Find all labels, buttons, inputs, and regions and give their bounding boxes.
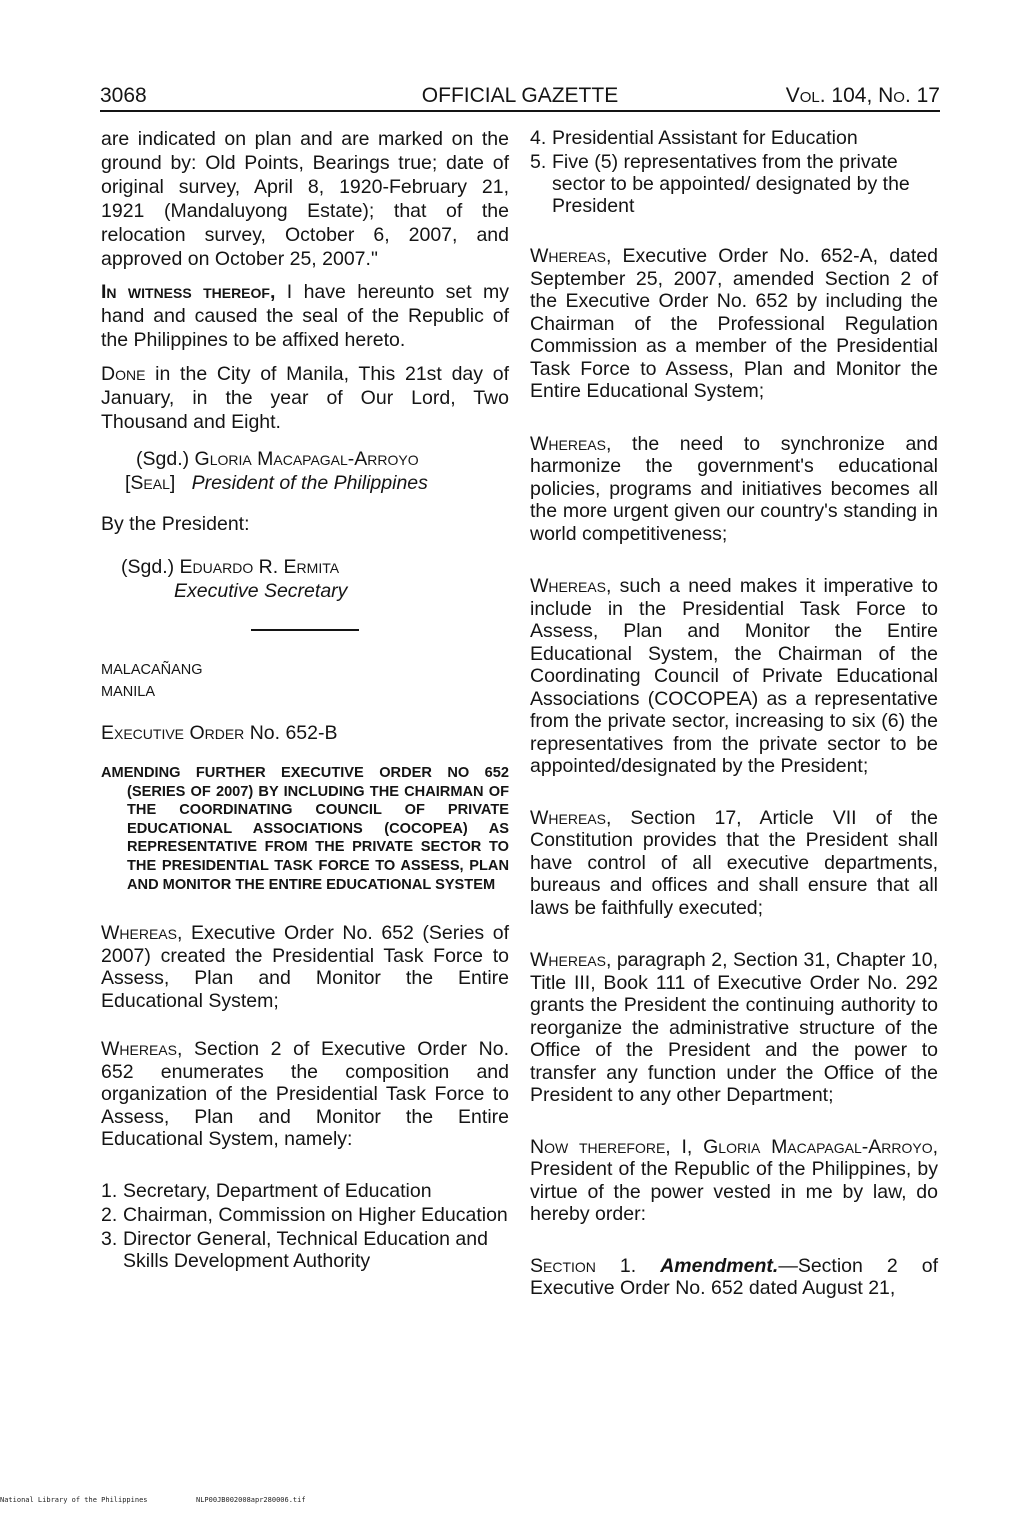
task-force-list [101,1180,509,1272]
witness-paragraph: In witness thereof, I have hereunto set my hand and caused the seal of the Republic of the Philippines to be affixed hereto. [101,281,510,351]
manila-heading: MANILA [101,684,155,700]
list-item: 4. Presidential Assistant for Education [530,127,858,149]
list-item: 1. Secretary, Department of Education [101,1179,432,1202]
section-1-paragraph: Section 1. Amendment.—Section 2 of Executive Order No. 652 dated August 21, [530,1254,939,1299]
executive-order-heading: Executive Order No. 652-B [101,722,338,744]
whereas-1: Whereas, Executive Order No. 652 (Series of 2007) created the Presidential Task Force to Assess, Plan and Monitor the Entire Educational System; [101,922,509,1012]
by-the-president: By the President: [101,513,250,535]
whereas-4: Whereas, the need to synchronize and harmonize the government's educational policies, programs and initiatives becomes all the more urgent given our country's standing in world competitiveness; [530,432,938,545]
file-label: NLP00JB002008apr280006.tif [196,1496,306,1504]
survey-paragraph: are indicated on plan and are marked on the ground by: Old Points, Bearings true; date of original survey, April 8, 1920-February 21, 1921 (Mandaluyong Estate); that of the relocation survey, October 6, 2007, and approved on October 25, 2007." [101,128,509,270]
scan-footer [0,1496,306,1520]
secretary-title: Executive Secretary [174,580,348,602]
malacanang-heading: MALACAÑANG [101,662,203,678]
library-label: National Library of the Philippines [0,1496,148,1504]
header-rule [100,110,940,112]
whereas-6: Whereas, Section 17, Article VII of the Constitution provides that the President shall have control of all executive departments, bureaus and offices and shall ensure that all laws be faithfully executed; [530,806,938,919]
secretary-signature: (Sgd.) Eduardo R. Ermita Executive Secretary [121,556,348,602]
president-signature: (Sgd.) Gloria Macapagal-Arroyo [Seal] President of the Philippines [125,448,428,494]
whereas-7: Whereas, paragraph 2, Section 31, Chapter 10, Title III, Book 111 of Executive Order No. 292 grants the President the continuing authority to reorganize the administrative structure of the Office of the President and the power to transfer any function under the Office of the President to any other Department; [530,949,938,1106]
left-column [101,127,509,1274]
secretary-name: Eduardo R. Ermita [179,556,340,578]
right-column [530,127,938,1300]
volume-number: Vol. 104, No. 17 [785,84,940,107]
list-item: 5. Five (5) representatives from the private sector to be appointed/ designated by the President [530,151,910,217]
now-therefore-paragraph: Now therefore, I, Gloria Macapagal-Arroyo, President of the Republic of the Philippines, by virtue of the power vested in me by law, do hereby order: [530,1135,939,1225]
list-item: 3. Director General, Technical Education and Skills Development Authority [101,1227,488,1272]
running-header [100,80,940,110]
task-force-list-continued [530,127,938,217]
done-paragraph: Done in the City of Manila, This 21st day of January, in the year of Our Lord, Two Thousand and Eight. [101,363,509,433]
whereas-2: Whereas, Section 2 of Executive Order No. 652 enumerates the composition and organization of the Presidential Task Force to Assess, Plan and Monitor the Entire Educational System, namely: [101,1038,509,1151]
publication-title: OFFICIAL GAZETTE [421,84,619,107]
seal-mark: [Seal] [125,472,176,494]
president-title: President of the Philippines [191,472,428,494]
list-item: 2. Chairman, Commission on Higher Education [101,1203,508,1226]
section-divider [251,629,359,631]
president-name: Gloria Macapagal-Arroyo [194,448,419,470]
page-number: 3068 [100,84,147,107]
whereas-3: Whereas, Executive Order No. 652-A, dated September 25, 2007, amended Section 2 of the Executive Order No. 652 by including the Chairman of the Professional Regulation Commission as a member of the Presidential Task Force to Assess, Plan and Monitor the Entire Educational System; [530,245,938,402]
whereas-5: Whereas, such a need makes it imperative to include in the Presidential Task Force to Assess, Plan and Monitor the Entire Educational System, the Chairman of the Coordinating Council of Private Educational Associations (COCOPEA) as a representative from the private sector, increasing to six (6) the representatives from the private sector to be appointed/designated by the President; [530,575,938,777]
executive-order-title: AMENDING FURTHER EXECUTIVE ORDER NO 652 (SERIES OF 2007) BY INCLUDING THE CHAIRMAN OF THE COORDINATING COUNCIL OF PRIVATE EDUCATIONAL ASSOCIATIONS (COCOPEA) AS REPRESENTATIVE FROM THE PRIVATE SECTOR TO THE PRESIDENTIAL TASK FORCE TO ASSESS, PLAN AND MONITOR THE ENTIRE EDUCATIONAL SYSTEM [101,765,509,893]
